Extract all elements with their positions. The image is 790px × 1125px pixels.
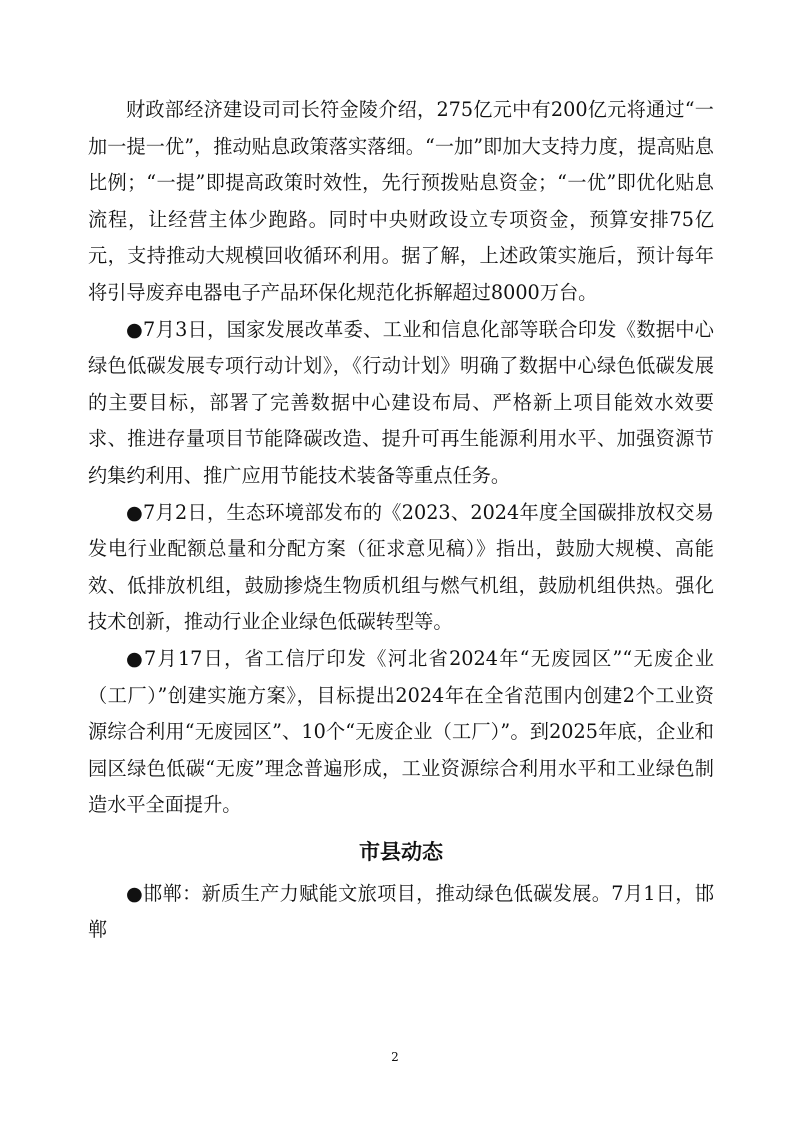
- paragraph-data-center-plan: ●7月3日，国家发展改革委、工业和信息化部等联合印发《数据中心绿色低碳发展专项行动计划》，《行动计划》明确了数据中心绿色低碳发展的主要目标，部署了完善数据中心建设布局、严格新上项目能效水效要求、推进存量项目节能降碳改造、提升可再生能源利用水平、加强资源节约集约利用、推广应用节能技术装备等重点任务。: [88, 317, 714, 487]
- section-heading: 市县动态: [359, 839, 443, 864]
- paragraph-carbon-allocation: ●7月2日，生态环境部发布的《2023、2024年度全国碳排放权交易发电行业配额总量和分配方案（征求意见稿）》指出，鼓励大规模、高能效、低排放机组，鼓励掺烧生物质机组与燃气机组，鼓励机组供热。强化技术创新，推动行业企业绿色低碳转型等。: [88, 500, 714, 634]
- paragraph-handan: ●邯郸：新质生产力赋能文旅项目，推动绿色低碳发展。7月1日，邯郸: [88, 881, 714, 942]
- paragraph-fund-policy: 财政部经济建设司司长符金陵介绍，275亿元中有200亿元将通过“一加一提一优”，推动贴息政策落实落细。“一加”即加大支持力度，提高贴息比例；“一提”即提高政策时效性，先行预拨贴息资金；“一优”即优化贴息流程，让经营主体少跑路。同时中央财政设立专项资金，预算安排75亿元，支持推动大规模回收循环利用。据了解，上述政策实施后，预计每年将引导废弃电器电子产品环保化规范化拆解超过8000万台。: [88, 98, 714, 304]
- document-body: [88, 92, 714, 949]
- page-number: 2: [391, 1050, 399, 1064]
- paragraph-zero-waste-plan: ●7月17日，省工信厅印发《河北省2024年“无废园区”“无废企业（工厂）”创建实施方案》，目标提出2024年在全省范围内创建2个工业资源综合利用“无废园区”、10个“无废企业（工厂）”。到2025年底，企业和园区绿色低碳“无废”理念普遍形成，工业资源综合利用水平和工业绿色制造水平全面提升。: [88, 646, 714, 817]
